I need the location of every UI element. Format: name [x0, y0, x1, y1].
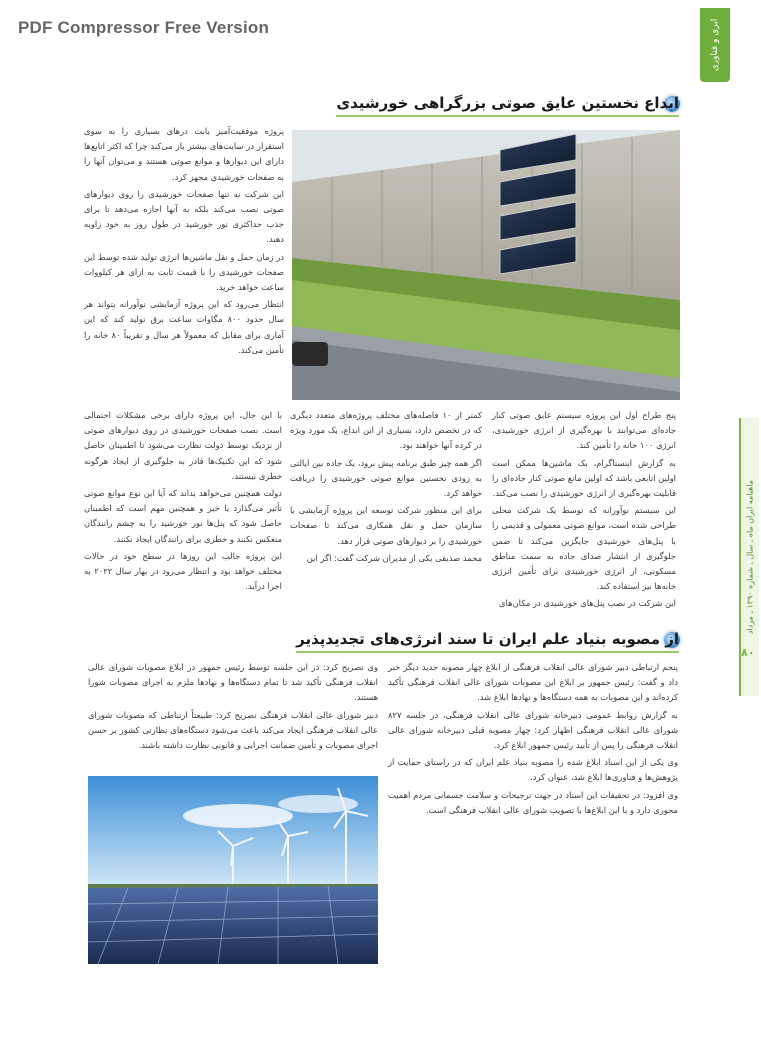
paragraph: وی یکی از این اسناد ابلاغ شده را مصوبه بنیاد علم ایران که در راستای حمایت از پژوهش‌ها و فناوری‌ها ابلاغ شد، عنوان کرد. — [388, 757, 678, 783]
paragraph: پنج طراح اول این پروژه سیستم عایق صوتی کنار جاده‌ای می‌توانند با بهره‌گیری از انرژی خورشیدی، انرژی ۱۰۰ خانه را تأمین کند. — [492, 410, 676, 451]
paragraph: این شرکت نه تنها صفحات خورشیدی را روی دیوارهای صوتی نصب می‌کند بلکه به آنها اجازه می‌دهد تا برای جذب حداکثری نور خورشید در طول روز به خود زاویه دهند. — [84, 188, 284, 245]
solar-farm-wind-turbines-photo — [88, 776, 378, 964]
paragraph: محمد صدیقی یکی از مدیران شرکت گفت: اگر این — [306, 552, 482, 563]
paragraph: در زمان حمل و نقل ماشین‌ها انرژی تولید شده توسط این صفحات خورشیدی را با قیمت ثابت به ازای هر کیلووات ساعت خواهد خرید. — [84, 251, 284, 293]
section-tab — [700, 8, 730, 82]
paragraph: دبیر شورای عالی انقلاب فرهنگی تصریح کرد: طبیعتاً ارتباطی که مصوبات شورای عالی انقلاب فرهنگی ایجاد می‌کند باعث می‌شود دستگاه‌های نظارتی کشور بر حسن اجرای مصوبات و تأمین ضمانت اجرایی و قانونی نظارت داشته باشند. — [88, 709, 378, 751]
paragraph: وی افزود: در تحقیقات این اسناد در جهت ترجیحات و سلامت جسمانی مردم اهمیت محوری دارد و با این ابلاغ‌ها با تصویب شورای عالی انقلاب فرهنگی است. — [388, 789, 678, 815]
article1-column-top — [84, 124, 284, 360]
paragraph: این شرکت در نصب پنل‌های خورشیدی در مکان‌های — [499, 598, 676, 609]
article1-column-3 — [84, 408, 282, 596]
paragraph: انتظار می‌رود که این پروژه آزمایشی نوآورانه بتواند هر سال حدود ۸۰۰ مگاوات ساعت برق تولید کند که این آماری برای مقابل که معمولاً هر سال و تقریباً ۸۰ خانه را تأمین می‌کند. — [84, 299, 284, 355]
paragraph: به گزارش اینستاگرام، یک ماشین‌ها ممکن است اولین اتابعی باشد که اولین مانع صوتی کنار جاده‌ای را قابلیت بهره‌گیری از انرژی خورشیدی را نصب می‌کند. — [492, 457, 676, 499]
article2-column-1 — [388, 660, 678, 820]
article1-column-1 — [492, 408, 676, 614]
paragraph: پروژه موفقیت‌آمیز بابت درهای بسیاری را به سوی استقرار در سایت‌های بیشتر باز می‌کند چرا که اکثر اتابع‌ها دارای این دیوارها و موانع صوتی هستند و می‌توان آنها را به صفحات خورشیدی مجهز کرد. — [84, 126, 284, 182]
paragraph: این پروژه جالب این روزها در سطح خود در حالات مختلف خواهد بود و انتظار می‌رود در بهار سال ۲۰۲۲ به اجرا درآید. — [84, 550, 283, 592]
paragraph: با این حال، این پروژه دارای برخی مشکلات احتمالی است. نصب صفحات خورشیدی در روی دیوارهای صوتی از نزدیک توسط دولت نظارت می‌شود تا اطمینان حاصل شود که این تکنیک‌ها قادر به جلوگیری از ایجاد هرگونه خطری نیستند. — [84, 410, 282, 481]
paragraph: دولت همچنین می‌خواهد بداند که آیا این نوع موانع صوتی تأثیر می‌گذارد یا خیر و همچنین مهم است که اطمینان حاصل شود که پنل‌ها نور خورشید را به چشم رانندگان منعکس نکنند و خطری برای رانندگان ایجاد نکنند. — [84, 488, 282, 544]
paragraph: این سیستم نوآورانه که توسط یک شرکت محلی طراحی شده است، موانع صوتی معمولی و قدیمی را با پنل‌های خورشیدی جایگزین می‌کند تا ضمن جلوگیری از انتشار صدای جاده به سمت مناطق مسکونی، از انرژی خورشیدی برای تأمین انرژی خانه‌ها نیز استفاده کند. — [492, 505, 676, 592]
page-number: ۸۰ — [741, 646, 755, 659]
watermark-text: PDF Compressor Free Version — [18, 18, 270, 37]
paragraph: برای این منظور شرکت توسعه این پروژه آزمایشی با سازمان حمل و نقل همکاری می‌کند تا صفحات خورشیدی را بر دیوارهای صوتی قرار دهد. — [290, 505, 482, 546]
article2-column-2 — [88, 660, 378, 755]
article1-title: ابداع نخستین عایق صوتی بزرگراهی خورشیدی — [336, 94, 679, 117]
article2-title: از مصوبه بنیاد علم ایران تا سند انرژی‌های تجدیدپذیر — [296, 630, 679, 653]
paragraph: پنجم ارتباطی دبیر شورای عالی انقلاب فرهنگی از ابلاغ چهار مصوبه جدید دیگر خبر داد و گفت: رئیس جمهور بر ابلاغ این مصوبات شورای عالی انقلاب فرهنگی تأکید کرده‌اند و این مصوبات به همه دستگاه‌ها و نهادها ابلاغ شد. — [388, 662, 678, 703]
paragraph: اگر همه چیز طبق برنامه پیش برود، یک جاده بین ایالتی به زودی نخستین موانع صوتی خورشیدی را دریافت خواهد کرد. — [290, 457, 482, 499]
section-tab-label: ابری و فناوری — [710, 18, 720, 72]
paragraph: به گزارش روابط عمومی دبیرخانه شورای عالی انقلاب فرهنگی، در جلسه ۸۲۷ شورای عالی انقلاب فرهنگی اظهار کرد: چهار مصوبه قبلی دبیرخانه شورای عالی انقلاب فرهنگی را پس از تأیید رئیس جمهور ابلاغ کرد. — [388, 709, 678, 751]
solar-noise-barrier-photo — [292, 130, 680, 400]
paragraph: وی تصریح کرد: در این جلسه توسط رئیس جمهور در ابلاغ مصوبات شورای عالی انقلاب فرهنگی تأکید شد تا تمام دستگاه‌ها و نهادها ملزم به اجرای مصوبات شورا هستند. — [88, 662, 378, 703]
paragraph: کمتر از ۱۰ فاصله‌های مختلف پروژه‌های متعدد دیگری که در تخصص دارد، بسیاری از این ابداع، یک مورد ویژه در کرده آنها خواهند بود. — [290, 410, 482, 451]
article1-column-2 — [290, 408, 482, 568]
side-bar-label: ماهنامه ایران ماه ـ سال ـ شماره ۱۳۹۰ ـ مرداد — [745, 479, 755, 635]
